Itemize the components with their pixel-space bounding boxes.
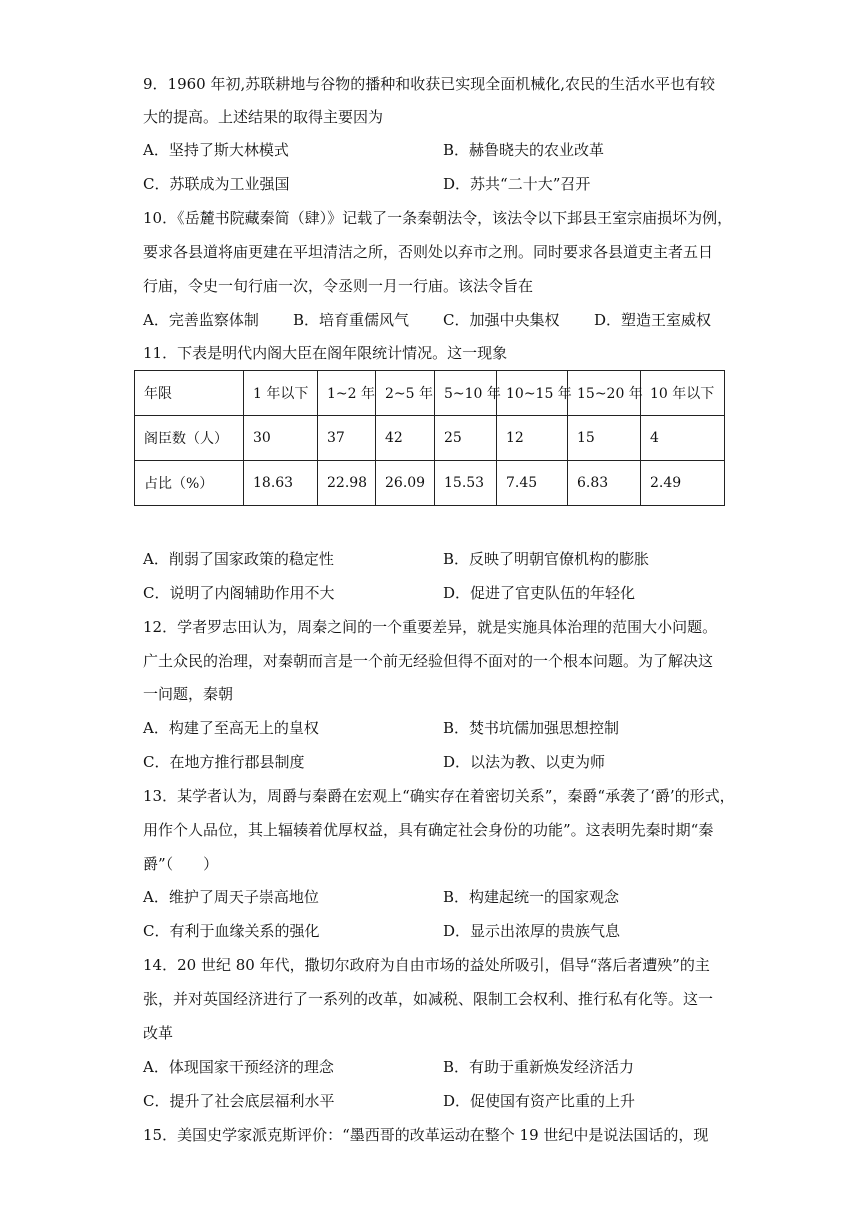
table-cell: 15 <box>568 416 641 461</box>
q14-stem-line-1: 14．20 世纪 80 年代，撒切尔政府为自由市场的益处所吸引，倡导“落后者遭殃”的主 <box>143 956 710 974</box>
table-cell: 6.83 <box>568 461 641 506</box>
q9-option-b: B．赫鲁晓夫的农业改革 <box>443 141 605 159</box>
q10-option-b: B．培育重儒风气 <box>293 311 410 329</box>
q12-option-d: D．以法为教、以吏为师 <box>443 753 606 771</box>
q11-stem-line-1: 11．下表是明代内阁大臣在阁年限统计情况。这一现象 <box>143 344 508 362</box>
q13-stem-line-2: 用作个人品位，其上辐辏着优厚权益，具有确定社会身份的功能”。这表明先秦时期“秦 <box>143 821 714 839</box>
q14-option-c: C．提升了社会底层福利水平 <box>143 1092 335 1110</box>
q11-option-c: C．说明了内阁辅助作用不大 <box>143 584 335 602</box>
table-row <box>135 416 725 461</box>
table-cell: 18.63 <box>244 461 318 506</box>
q9-option-d: D．苏共“二十大”召开 <box>443 175 591 193</box>
table-header-cell: 1~2 年 <box>318 371 376 416</box>
q14-option-a: A．体现国家干预经济的理念 <box>143 1058 334 1076</box>
table-header-cell: 10~15 年 <box>497 371 568 416</box>
q9-stem-line-1: 9．1960 年初,苏联耕地与谷物的播种和收获已实现全面机械化,农民的生活水平也有较 <box>143 75 716 93</box>
q13-option-a: A．维护了周天子崇高地位 <box>143 888 319 906</box>
tenure-table <box>134 370 725 506</box>
q9-stem-line-2: 大的提高。上述结果的取得主要因为 <box>143 108 384 126</box>
table-cell: 12 <box>497 416 568 461</box>
q14-stem-line-2: 张，并对英国经济进行了一系列的改革，如减税、限制工会权利、推行私有化等。这一 <box>143 990 714 1008</box>
table-cell: 7.45 <box>497 461 568 506</box>
table-cell: 2.49 <box>641 461 725 506</box>
table-cell: 37 <box>318 416 376 461</box>
table-cell: 15.53 <box>435 461 497 506</box>
q12-stem-line-2: 广土众民的治理，对秦朝而言是一个前无经验但得不面对的一个根本问题。为了解决这 <box>143 652 714 670</box>
table-cell: 4 <box>641 416 725 461</box>
q9-option-c: C．苏联成为工业强国 <box>143 175 290 193</box>
q10-stem-line-3: 行庙，令史一旬行庙一次，令丞则一月一行庙。该法令旨在 <box>143 277 534 295</box>
table-header-cell: 1 年以下 <box>244 371 318 416</box>
q13-stem-line-3: 爵”（ ） <box>143 855 219 873</box>
table-cell: 阁臣数（人） <box>135 416 244 461</box>
q11-option-d: D．促进了官吏队伍的年轻化 <box>443 584 636 602</box>
table-cell: 占比（%） <box>135 461 244 506</box>
table-row <box>135 461 725 506</box>
table-cell: 22.98 <box>318 461 376 506</box>
table-header-cell: 2~5 年 <box>376 371 435 416</box>
q12-option-b: B．焚书坑儒加强思想控制 <box>443 719 620 737</box>
q13-option-b: B．构建起统一的国家观念 <box>443 888 620 906</box>
table-header-cell: 10 年以下 <box>641 371 725 416</box>
table-header-cell: 15~20 年 <box>568 371 641 416</box>
table-cell: 26.09 <box>376 461 435 506</box>
q10-option-a: A．完善监察体制 <box>143 311 259 329</box>
q10-option-c: C．加强中央集权 <box>443 311 560 329</box>
q15-stem-line-1: 15．美国史学家派克斯评价：“墨西哥的改革运动在整个 19 世纪中是说法国话的，现 <box>143 1126 709 1144</box>
table-header-cell: 年限 <box>135 371 244 416</box>
q11-option-b: B．反映了明朝官僚机构的膨胀 <box>443 550 650 568</box>
q12-option-c: C．在地方推行郡县制度 <box>143 753 305 771</box>
table-header-row <box>135 371 725 416</box>
table-header-cell: 5~10 年 <box>435 371 497 416</box>
q12-option-a: A．构建了至高无上的皇权 <box>143 719 319 737</box>
q11-option-a: A．削弱了国家政策的稳定性 <box>143 550 334 568</box>
q14-option-b: B．有助于重新焕发经济活力 <box>443 1058 635 1076</box>
q10-stem-line-1: 10．《岳麓书院藏秦简（肆）》记载了一条秦朝法令，该法令以下邽县王室宗庙损坏为例， <box>143 209 733 227</box>
q14-option-d: D．促使国有资产比重的上升 <box>443 1092 636 1110</box>
q13-option-c: C．有利于血缘关系的强化 <box>143 922 320 940</box>
table-cell: 30 <box>244 416 318 461</box>
table-cell: 25 <box>435 416 497 461</box>
q13-option-d: D．显示出浓厚的贵族气息 <box>443 922 621 940</box>
q10-stem-line-2: 要求各县道将庙更建在平坦清洁之所，否则处以弃市之刑。同时要求各县道吏主者五日 <box>143 243 714 261</box>
q12-stem-line-3: 一问题，秦朝 <box>143 685 234 703</box>
q13-stem-line-1: 13．某学者认为，周爵与秦爵在宏观上“确实存在着密切关系”，秦爵“承袭了‘爵’的形式， <box>143 787 735 805</box>
table-cell: 42 <box>376 416 435 461</box>
q14-stem-line-3: 改革 <box>143 1024 174 1042</box>
q12-stem-line-1: 12．学者罗志田认为，周秦之间的一个重要差异，就是实施具体治理的范围大小问题。 <box>143 618 718 636</box>
q9-option-a: A．坚持了斯大林模式 <box>143 141 289 159</box>
q10-option-d: D．塑造王室威权 <box>594 311 712 329</box>
